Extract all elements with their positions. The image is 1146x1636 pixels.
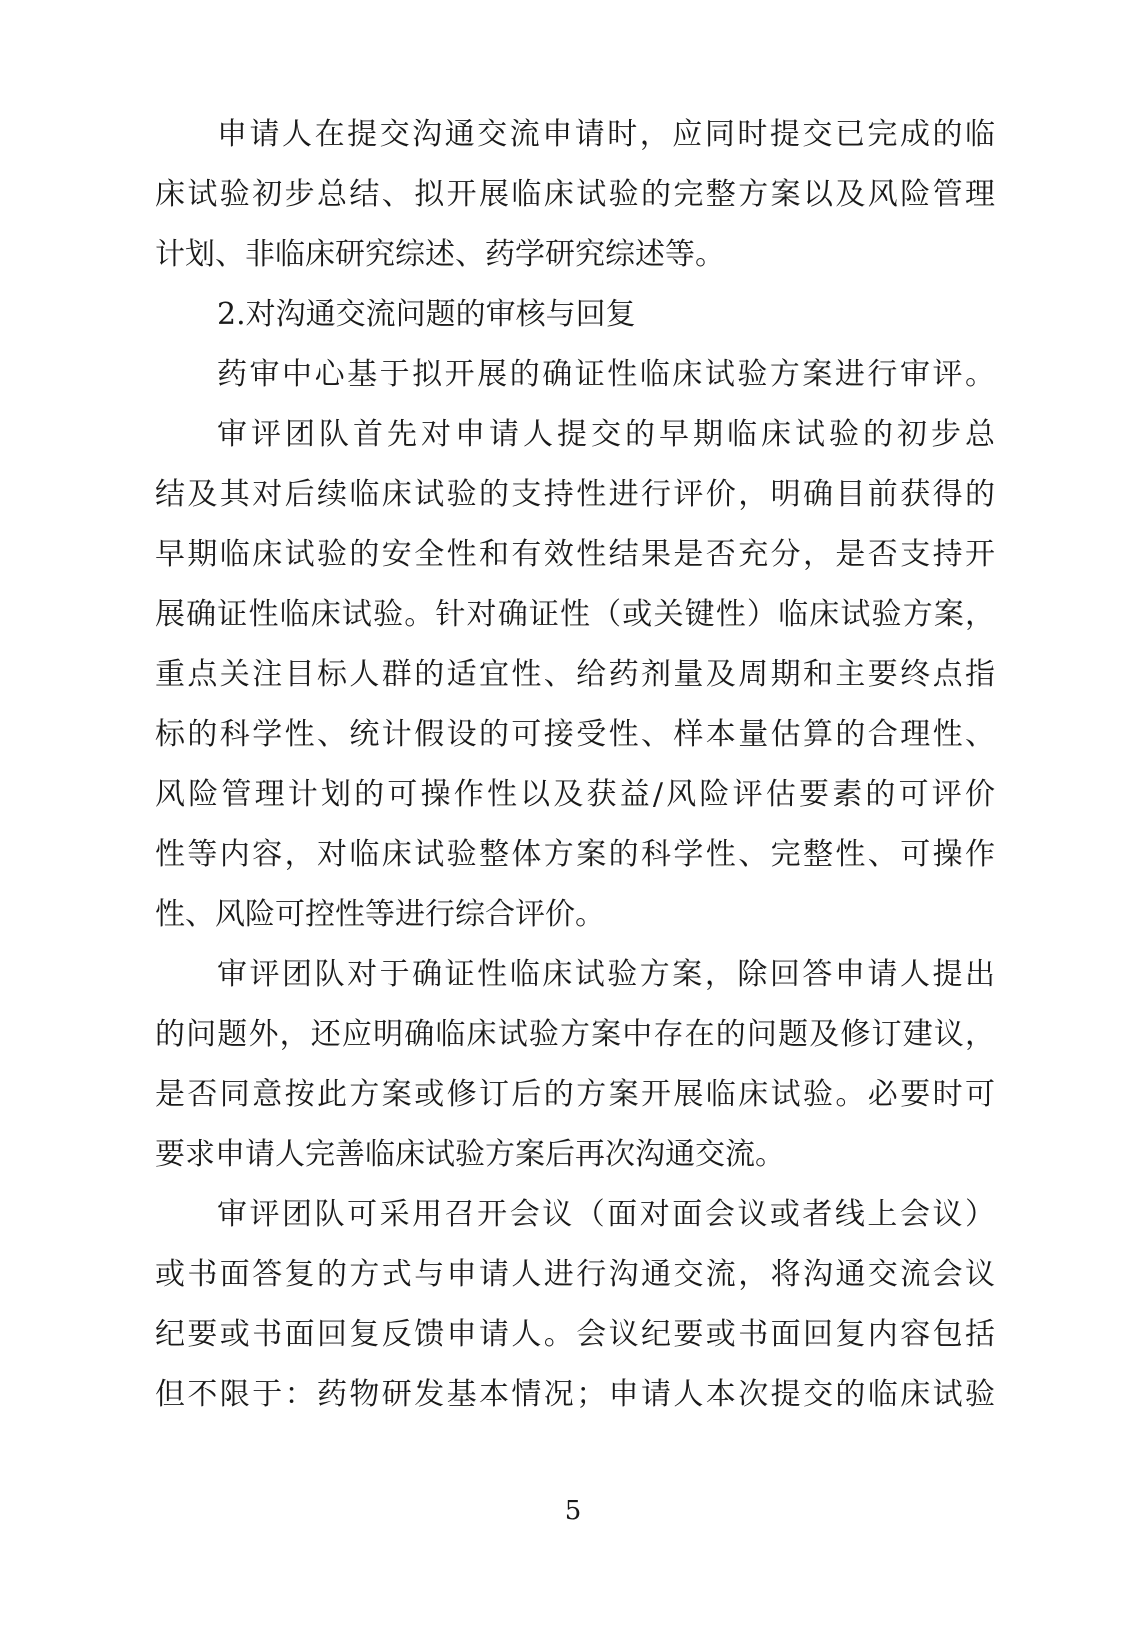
text-line: 药审中心基于拟开展的确证性临床试验方案进行审评。 [217,357,995,392]
text-line: 结及其对后续临床试验的支持性进行评价，明确目前获得的 [155,477,995,512]
text-line: 床试验初步总结、拟开展临床试验的完整方案以及风险管理 [155,177,995,212]
text-line: 是否同意按此方案或修订后的方案开展临床试验。必要时可 [155,1077,995,1112]
text-line: 重点关注目标人群的适宜性、给药剂量及周期和主要终点指 [155,657,995,692]
text-line: 但不限于：药物研发基本情况；申请人本次提交的临床试验 [155,1377,995,1412]
text-line: 的问题外，还应明确临床试验方案中存在的问题及修订建议， [155,1017,995,1052]
text-line: 风险管理计划的可操作性以及获益/风险评估要素的可评价 [155,777,995,812]
text-line: 审评团队可采用召开会议（面对面会议或者线上会议） [217,1197,995,1232]
text-line: 审评团队对于确证性临床试验方案，除回答申请人提出 [217,957,995,992]
text-line: 早期临床试验的安全性和有效性结果是否充分，是否支持开 [155,537,995,572]
text-line: 性、风险可控性等进行综合评价。 [155,897,605,932]
text-line: 审评团队首先对申请人提交的早期临床试验的初步总 [217,417,995,452]
text-line: 申请人在提交沟通交流申请时，应同时提交已完成的临 [217,117,995,152]
page-number: 5 [564,1496,582,1526]
text-line: 计划、非临床研究综述、药学研究综述等。 [155,237,725,272]
text-line: 纪要或书面回复反馈申请人。会议纪要或书面回复内容包括 [155,1317,995,1352]
text-line: 或书面答复的方式与申请人进行沟通交流，将沟通交流会议 [155,1257,995,1292]
document-body [155,105,995,1425]
text-line: 标的科学性、统计假设的可接受性、样本量估算的合理性、 [155,717,995,752]
text-line: 要求申请人完善临床试验方案后再次沟通交流。 [155,1137,785,1172]
text-line: 2.对沟通交流问题的审核与回复 [217,297,636,332]
text-line: 展确证性临床试验。针对确证性（或关键性）临床试验方案， [155,597,995,632]
text-line: 性等内容，对临床试验整体方案的科学性、完整性、可操作 [155,837,995,872]
